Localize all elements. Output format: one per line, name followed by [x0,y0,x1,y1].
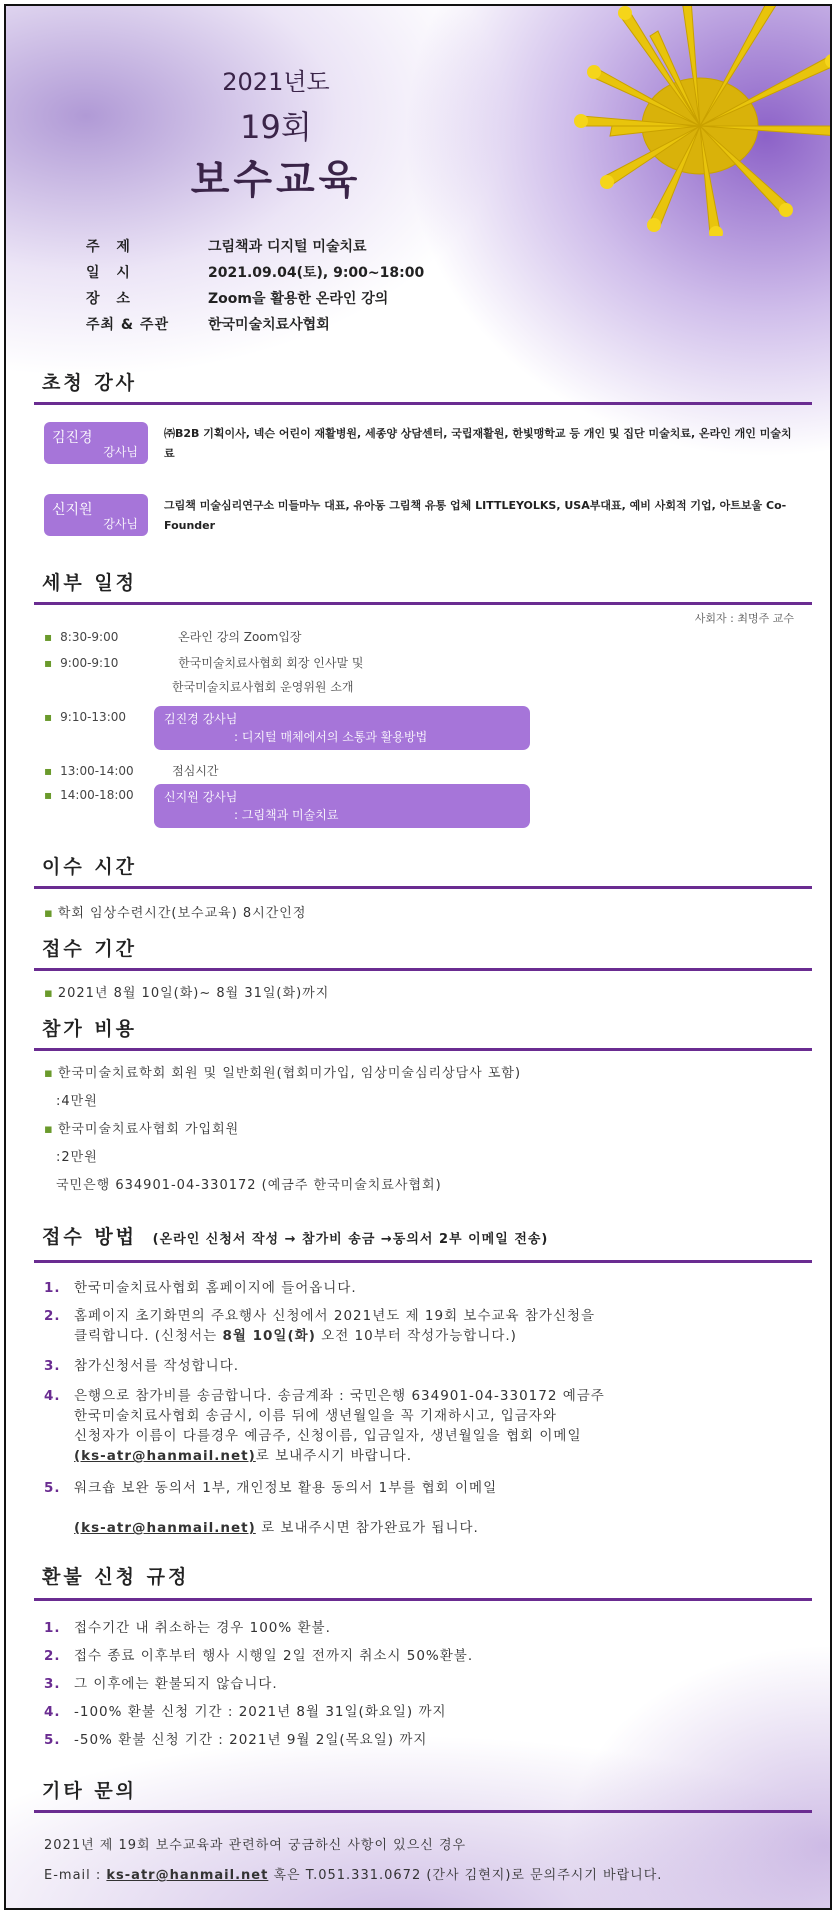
section-title-fee: 참가 비용 [42,1018,138,1040]
lecture-topic: : 그림책과 미술치료 [234,808,339,822]
section-title-contact: 기타 문의 [42,1780,138,1802]
speaker-name: 신지원 [52,502,93,518]
moderator: 사회자 : 최명주 교수 [694,612,794,625]
schedule-row: ▪ 9:10-13:00 [44,710,126,724]
title-year: 2021년도 [222,68,330,96]
method-subtitle: (온라인 신청서 작성 → 참가비 송금 →동의서 2부 이메일 전송) [152,1232,549,1247]
divider [34,1260,812,1263]
lecture-topic: : 디지털 매체에서의 소통과 활용방법 [234,730,428,744]
title-round: 19회 [240,108,312,146]
email-link[interactable]: ks-atr@hanmail.net [106,1868,269,1883]
info-host: 주최 & 주관 한국미술치료사협회 [86,317,330,333]
section-title-refund: 환불 신청 규정 [42,1566,190,1588]
contact-line: 2021년 제 19회 보수교육과 관련하여 궁금하신 사항이 있으신 경우 [44,1838,467,1853]
lecture-box [154,784,530,828]
section-title-speakers: 초청 강사 [42,372,138,394]
flower-icon [550,4,832,236]
fee-price: :4만원 [56,1094,98,1109]
info-topic: 주 제 그림책과 디지털 미술치료 [86,239,367,255]
speaker-badge [44,422,148,464]
divider [34,1048,812,1051]
fee-price: :2만원 [56,1150,98,1165]
info-place: 장 소 Zoom을 활용한 온라인 강의 [86,291,389,307]
schedule-row: ▪ 9:00-9:10 한국미술치료사협회 회장 인사말 및 [44,656,364,670]
section-title-method: 접수 방법 (온라인 신청서 작성 → 참가비 송금 →동의서 2부 이메일 전송) [42,1226,549,1248]
contact-email-line: E-mail : ks-atr@hanmail.net 혹은 T.051.331.0672 (간사 김현지)로 문의주시기 바랍니다. [44,1868,663,1883]
period-text: ▪ 2021년 8월 10일(화)~ 8월 31일(화)까지 [44,986,330,1001]
speaker-suffix: 강사님 [103,445,138,459]
lecture-speaker: 신지원 강사님 [164,790,238,804]
divider [34,602,812,605]
page-title: 보수교육 [190,157,362,203]
credit-text: ▪ 학회 임상수련시간(보수교육) 8시간인정 [44,906,307,921]
fee-line: ▪ 한국미술치료사협회 가입회원 [44,1122,240,1137]
info-datetime: 일 시 2021.09.04(토), 9:00~18:00 [86,265,425,281]
fee-line: ▪ 한국미술치료학회 회원 및 일반회원(협회미가입, 임상미술심리상담사 포함) [44,1066,522,1081]
schedule-row-cont: 한국미술치료사협회 운영위원 소개 [172,680,354,694]
poster: 2021년도 19회 보수교육 주 제 그림책과 디지털 미술치료 일 시 2021.09.04(토), 9:00~18:00 장 소 Zoom을 활용한 온라인 강의 주최 & 주관 한국미술치료사협회 초청 강사 김진경 강사님 ㈜B2B 기획이사, 넥슨 어린이 재활병원, 세종양 상담센터, 국립재활원, 한빛맹학교 등 개인 및 집단 미술치료, 온라인 개인 미술치료 신지원 강사님 그림책 미술심리연구소 미들마누 대표, 유아동 그림책 유통 업체 LITTLEYOLKS, USA부대표, 예비 사회적 기업, 아트보울 Co-Founder 세부 일정 사회자 : 최명주 교수 ▪ 8:30-9:00 온라인 강의 Zoom입장 ▪ 9:00-9:10 한국미술치료사협회 회장 인사말 및 한국미술치료사협회 운영위원 소개 ▪ 9:10-13:00 김진경 강사님 : 디지털 매체에서의 소통과 활용방법 ▪ 13:00-14:00 점심시간 ▪ 14:00-18:00 신지원 강사님 : 그림책과 미술치료 이수 시간 ▪ 학회 임상수련시간(보수교육) 8시간인정 접수 기간 ▪ 2021년 8월 10일(화)~ 8월 31일(화)까지 참가 비용 ▪ 한국미술치료학회 회원 및 일반회원(협회미가입, 임상미술심리상담사 포함) :4만원 ▪ 한국미술치료사협회 가입회원 :2만원 국민은행 634901-04-330172 (예금주 한국미술치료사협회) 접수 방법 (온라인 신청서 작성 → 참가비 송금 →동의서 2부 이메일 전송) 1. 한국미술치료사협회 홈페이지에 들어옵니다. 2. 홈페이지 초기화면의 주요행사 신청에서 2021년도 제 19회 보수교육 참가신청을 클릭합니다. (신청서는 8월 10일(화) 오전 10부터 작성가능합니다.) 3. 참가신청서를 작성합니다. 4. 은행으로 참가비를 송금합니다. 송금계좌 : 국민은행 634901-04-330172 예금주 한국미술치료사협회 송금시, 이름 뒤에 생년월일을 꼭 기재하시고, 입금자와 신청자가 이름이 다를경우 예금주, 신청이름, 입금일자, 생년월일을 협회 이메일 (ks-atr@hanmail.net)로 보내주시기 바랍니다. 5. 워크숍 보완 동의서 1부, 개인정보 활용 동의서 1부를 협회 이메일 (ks-atr@hanmail.net) 로 보내주시면 참가완료가 됩니다. 환불 신청 규정 1. 접수기간 내 취소하는 경우 100% 환불. 2. 접수 종료 이후부터 행사 시행일 2일 전까지 취소시 50%환불. 3. 그 이후에는 환불되지 않습니다. 4. -100% 환불 신청 기간 : 2021년 8월 31일(화요일) 까지 5. -50% 환불 신청 기간 : 2021년 9월 2일(목요일) 까지 기타 문의 2021년 제 19회 보수교육과 관련하여 궁금하신 사항이 있으신 경우 E-mail : ks-atr@hanmail.net 혹은 T.051.331.0672 (간사 김현지)로 문의주시기 바랍니다. [4,4,832,1910]
schedule-row: ▪ 13:00-14:00 점심시간 [44,764,219,778]
section-title-schedule: 세부 일정 [42,572,138,594]
divider [34,1598,812,1601]
email-link[interactable]: (ks-atr@hanmail.net) [74,1448,256,1464]
speaker-name: 김진경 [52,430,93,446]
section-title-credit: 이수 시간 [42,856,138,878]
email-link[interactable]: (ks-atr@hanmail.net) [74,1520,256,1536]
divider [34,1810,812,1813]
speaker-bio: 그림책 미술심리연구소 미들마누 대표, 유아동 그림책 유통 업체 LITTLEYOLKS, USA부대표, 예비 사회적 기업, 아트보울 Co-Founder [164,499,787,532]
speaker-bio: ㈜B2B 기획이사, 넥슨 어린이 재활병원, 세종양 상담센터, 국립재활원, 한빛맹학교 등 개인 및 집단 미술치료, 온라인 개인 미술치료 [164,427,792,460]
schedule-row: ▪ 14:00-18:00 [44,788,134,802]
schedule-row: ▪ 8:30-9:00 온라인 강의 Zoom입장 [44,630,302,644]
lecture-box [154,706,530,750]
divider [34,886,812,889]
speaker-badge [44,494,148,536]
divider [34,402,812,405]
divider [34,968,812,971]
section-title-period: 접수 기간 [42,938,138,960]
speaker-suffix: 강사님 [103,517,138,531]
lecture-speaker: 김진경 강사님 [164,712,238,726]
bank-account: 국민은행 634901-04-330172 (예금주 한국미술치료사협회) [56,1178,442,1193]
